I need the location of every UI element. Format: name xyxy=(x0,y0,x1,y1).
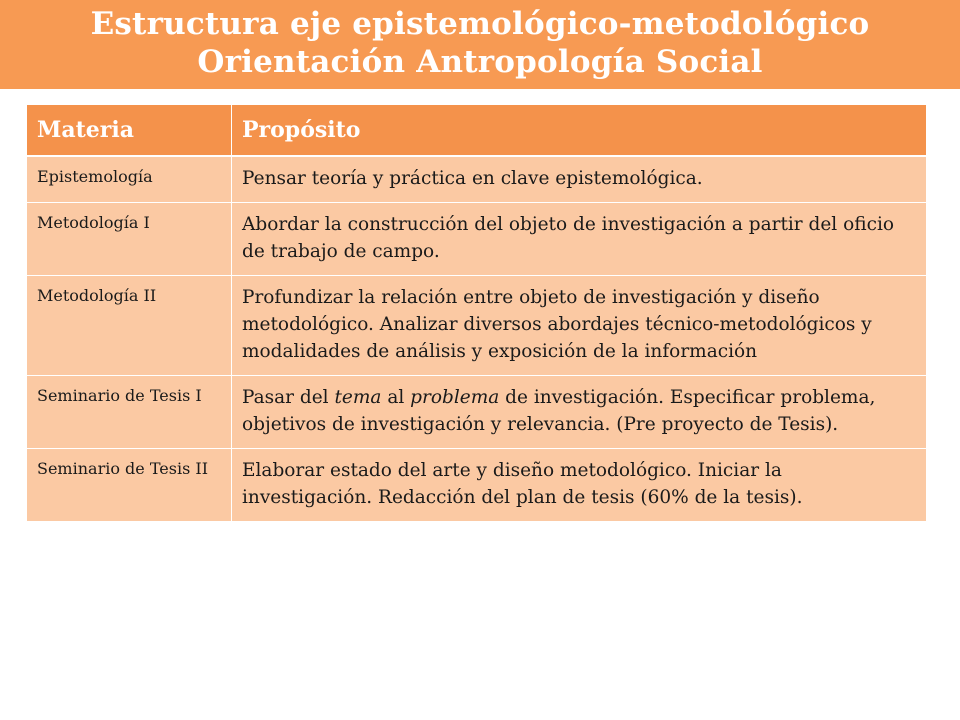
slide-title-line-2: Orientación Antropología Social xyxy=(197,44,763,80)
materia-cell: Epistemología xyxy=(27,156,232,203)
slide-title-line-1: Estructura eje epistemológico-metodológico xyxy=(90,6,870,42)
table-row xyxy=(27,276,927,376)
materia-cell: Metodología I xyxy=(27,203,232,276)
proposito-cell xyxy=(232,156,927,203)
proposito-text: Abordar la construcción del objeto de investigación a partir del oficio de trabajo de campo. xyxy=(242,214,894,262)
materia-cell: Seminario de Tesis II xyxy=(27,449,232,522)
proposito-cell xyxy=(232,203,927,276)
proposito-text: Elaborar estado del arte y diseño metodológico. Iniciar la investigación. Redacción del plan de tesis (60% de la tesis). xyxy=(242,460,803,508)
emphasized-term-problema: problema xyxy=(410,387,500,408)
materia-cell: Metodología II xyxy=(27,276,232,376)
proposito-cell xyxy=(232,376,927,449)
emphasized-term-tema: tema xyxy=(334,387,382,408)
column-header-proposito: Propósito xyxy=(232,105,927,157)
table-row xyxy=(27,449,927,522)
proposito-text: Profundizar la relación entre objeto de investigación y diseño metodológico. Analizar diversos abordajes técnico-metodológicos y modalidades de análisis y exposición de la información xyxy=(242,287,872,362)
proposito-text: de investigación. Especificar problema, objetivos de investigación y relevancia. (Pre proyecto de Tesis). xyxy=(242,387,876,435)
proposito-text: Pasar del xyxy=(242,387,335,408)
proposito-cell xyxy=(232,449,927,522)
title-banner xyxy=(0,0,960,89)
table-header-row xyxy=(27,105,927,157)
table-row xyxy=(27,376,927,449)
proposito-cell xyxy=(232,276,927,376)
subjects-table xyxy=(26,104,927,522)
proposito-text: Pensar teoría y práctica en clave epistemológica. xyxy=(242,168,703,189)
table-row xyxy=(27,203,927,276)
column-header-materia: Materia xyxy=(27,105,232,157)
table-row xyxy=(27,156,927,203)
materia-cell: Seminario de Tesis I xyxy=(27,376,232,449)
proposito-text: al xyxy=(381,387,411,408)
